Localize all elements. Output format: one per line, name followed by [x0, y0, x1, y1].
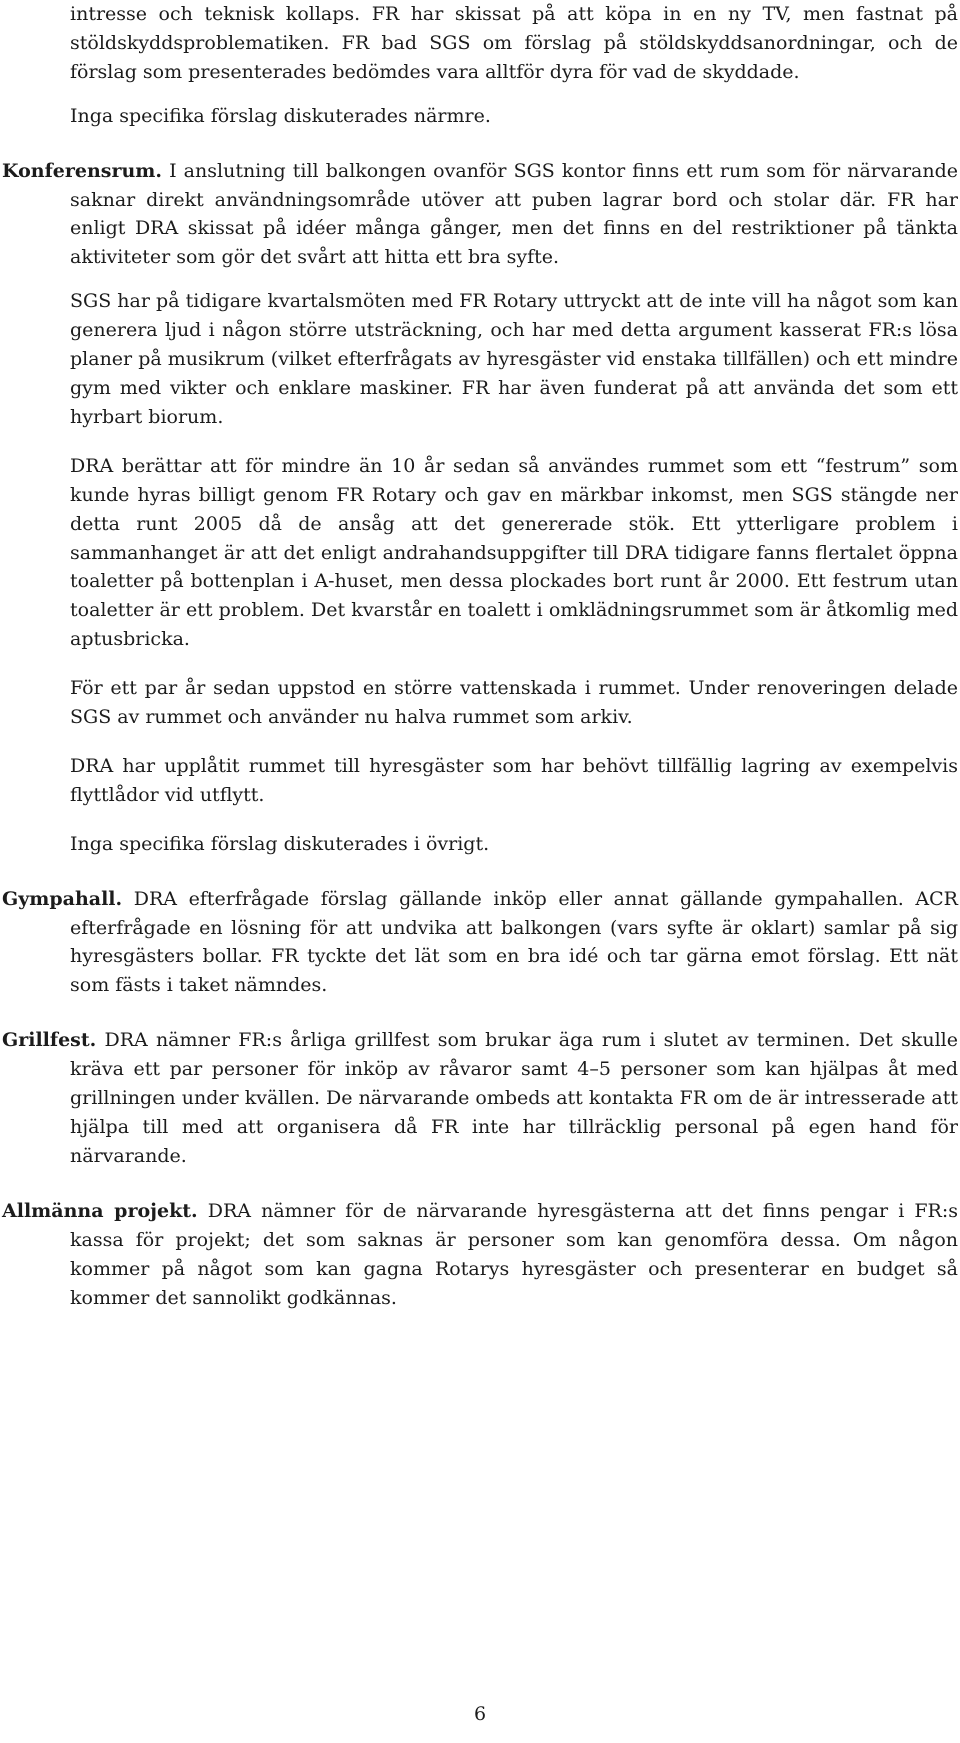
- continuation-note: Inga specifika förslag diskuterades närmre.: [70, 104, 491, 127]
- section-text-gympahall: DRA efterfrågade förslag gällande inköp eller annat gällande gympahallen. ACR efterfrågade en lösning för att undvika att balkongen (vars syfte är oklart) samlar på sig hyresgästers bollar. FR tyckte det lät som en bra idé och tar gärna emot förslag. Ett nät som fästs i taket nämndes.: [70, 887, 958, 997]
- continuation-paragraph: intresse och teknisk kollaps. FR har skissat på att köpa in en ny TV, men fastnat på stöldskyddsproblematiken. FR bad SGS om förslag på stöldskyddsanordningar, och de förslag som presenterades bedömdes vara alltför dyra för vad de skyddade.: [70, 3, 958, 83]
- section-lead-konferensrum: I anslutning till balkongen ovanför SGS kontor finns ett rum som för närvarande saknar direkt användningsområde utöver att puben lagrar bord och stolar där. FR har enligt DRA skissat på idéer många gånger, men det finns en del restriktioner på tänkta aktiviteter som gör det svårt att hitta ett bra syfte.: [70, 159, 958, 269]
- section-konferensrum: [2, 157, 958, 273]
- konferensrum-paragraph: För ett par år sedan uppstod en större vattenskada i rummet. Under renoveringen delade SGS av rummet och använder nu halva rummet som arkiv.: [70, 677, 958, 729]
- section-allmanna-projekt: [2, 1197, 958, 1313]
- konferensrum-paragraph: DRA berättar att för mindre än 10 år sedan så användes rummet som ett “festrum” som kunde hyras billigt genom FR Rotary och gav en märkbar inkomst, men SGS stängde ner detta runt 2005 då de ansåg att det genererade stök. Ett ytterligare problem i sammanhanget är att det enligt andrahandsuppgifter till DRA tidigare fanns flertalet öppna toaletter på bottenplan i A-huset, men dessa plockades bort runt år 2000. Ett festrum utan toaletter är ett problem. Det kvarstår en toalett i omklädningsrummet som är åtkomlig med aptusbricka.: [70, 454, 958, 651]
- section-text-allmanna-projekt: DRA nämner för de närvarande hyresgästerna att det finns pengar i FR:s kassa för projekt; det som saknas är personer som kan genomföra dessa. Om någon kommer på något som kan gagna Rotarys hyresgäster och presenterar en budget så kommer det sannolikt godkännas.: [70, 1199, 958, 1309]
- konferensrum-paragraph: Inga specifika förslag diskuterades i övrigt.: [70, 832, 490, 855]
- page-number: 6: [473, 1703, 487, 1725]
- section-gympahall: [2, 885, 958, 1001]
- section-heading-gympahall: Gympahall.: [2, 887, 123, 910]
- section-heading-allmanna-projekt: Allmänna projekt.: [2, 1199, 198, 1222]
- konferensrum-paragraph: SGS har på tidigare kvartalsmöten med FR Rotary uttryckt att de inte vill ha något som kan generera ljud i någon större utsträckning, och har med detta argument kasserat FR:s lösa planer på musikrum (vilket efterfrågats av hyresgäster vid enstaka tillfällen) och ett mindre gym med vikter och enklare maskiner. FR har även funderat på att använda det som ett hyrbart biorum.: [70, 290, 958, 428]
- section-text-grillfest: DRA nämner FR:s årliga grillfest som brukar äga rum i slutet av terminen. Det skulle kräva ett par personer för inköp av råvaror samt 4–5 personer som kan hjälpas åt med grillningen under kvällen. De närvarande ombeds att kontakta FR om de är intresserade att hjälpa till med att organisera då FR inte har tillräcklig personal på egen hand för närvarande.: [70, 1029, 958, 1167]
- konferensrum-paragraph: DRA har upplåtit rummet till hyresgäster som har behövt tillfällig lagring av exempelvis flyttlådor vid utflytt.: [70, 754, 958, 806]
- section-heading-grillfest: Grillfest.: [2, 1029, 97, 1052]
- section-heading-konferensrum: Konferensrum.: [2, 159, 162, 182]
- section-grillfest: [2, 1026, 958, 1171]
- text-column: [2, 0, 958, 1312]
